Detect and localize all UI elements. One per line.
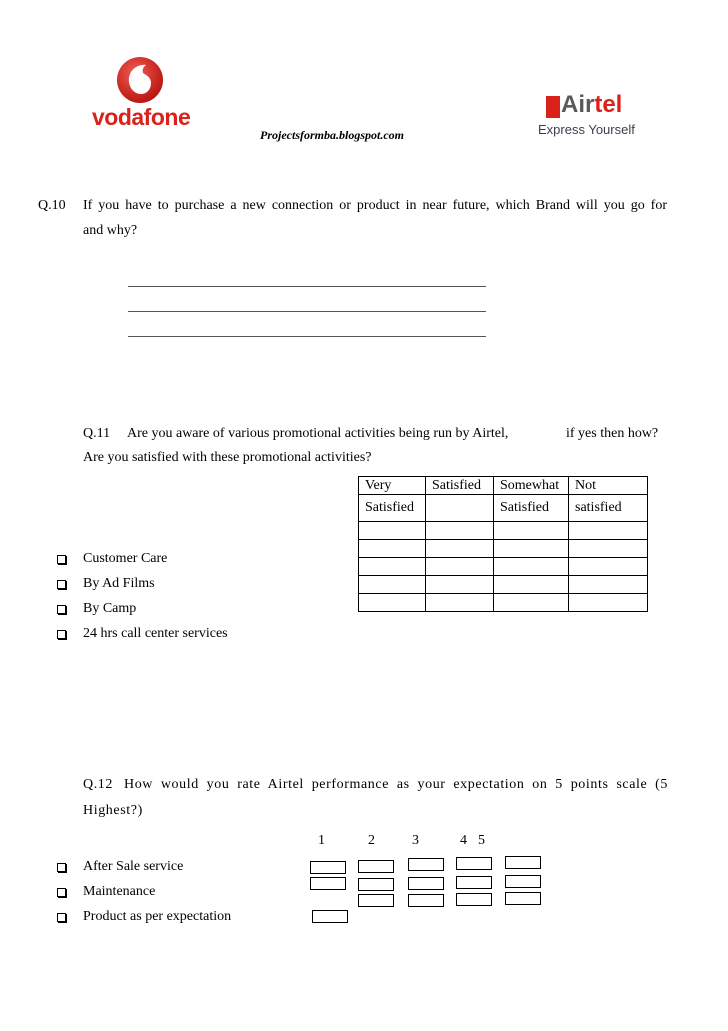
q12-prefix: Q.12 — [83, 777, 114, 792]
rating-box[interactable] — [456, 857, 492, 870]
rating-cell[interactable] — [569, 576, 648, 594]
q10-number: Q.10 — [38, 198, 66, 213]
rating-cell[interactable] — [359, 576, 426, 594]
scale-label: 4 — [460, 833, 467, 848]
rating-box[interactable] — [408, 877, 444, 890]
rating-box[interactable] — [358, 878, 394, 891]
col-very-satisfied — [359, 495, 426, 522]
rating-cell[interactable] — [426, 576, 494, 594]
q11-line-1-tail: if yes then how? — [566, 426, 659, 441]
table-header-row — [359, 477, 648, 495]
rating-cell[interactable] — [359, 522, 426, 540]
rating-cell[interactable] — [359, 558, 426, 576]
table-header-row — [359, 495, 648, 522]
rating-box[interactable] — [505, 875, 541, 888]
rating-cell[interactable] — [426, 540, 494, 558]
airtel-logo-part-1: Air — [561, 91, 595, 118]
rating-cell[interactable] — [569, 558, 648, 576]
col-header-line: Satisfied — [365, 500, 414, 515]
site-header: Projectsformba.blogspot.com — [260, 128, 404, 142]
scale-label: 2 — [368, 833, 375, 848]
list-item: After Sale service — [83, 859, 184, 874]
checkbox-bullet-icon[interactable] — [57, 863, 66, 872]
q12-line-2: Highest?) — [83, 803, 143, 818]
q11-prefix: Q.11 — [83, 426, 111, 441]
col-header-line: Satisfied — [432, 478, 481, 493]
table-row — [359, 522, 648, 540]
rating-cell[interactable] — [494, 558, 569, 576]
q10-line-1: If you have to purchase a new connection or product in near future, which Brand will you go for — [83, 198, 667, 213]
col-header-line: Somewhat — [500, 478, 560, 493]
rating-box[interactable] — [505, 892, 541, 905]
rating-cell[interactable] — [426, 594, 494, 612]
col-header-line: Very — [365, 478, 392, 493]
col-not-satisfied — [569, 477, 648, 495]
col-satisfied — [426, 477, 494, 495]
answer-line[interactable] — [128, 336, 486, 337]
answer-line[interactable] — [128, 286, 486, 287]
col-somewhat-satisfied — [494, 477, 569, 495]
rating-box[interactable] — [358, 860, 394, 873]
rating-box[interactable] — [456, 893, 492, 906]
checkbox-bullet-icon[interactable] — [57, 580, 66, 589]
rating-box[interactable] — [408, 858, 444, 871]
col-very-satisfied — [359, 477, 426, 495]
rating-box[interactable] — [408, 894, 444, 907]
scale-label: 1 — [318, 833, 325, 848]
list-item: Product as per expectation — [83, 909, 232, 924]
q12-line-1: How would you rate Airtel performance as your expectation on 5 points scale (5 — [124, 777, 668, 792]
rating-cell[interactable] — [494, 522, 569, 540]
rating-cell[interactable] — [569, 540, 648, 558]
q11-line-1: Are you aware of various promotional activities being run by Airtel, — [127, 426, 509, 441]
checkbox-bullet-icon[interactable] — [57, 630, 66, 639]
checkbox-bullet-icon[interactable] — [57, 913, 66, 922]
table-row — [359, 594, 648, 612]
rating-box[interactable] — [312, 910, 348, 923]
vodafone-logo-icon — [116, 56, 164, 104]
rating-box[interactable] — [358, 894, 394, 907]
rating-box[interactable] — [505, 856, 541, 869]
list-item: Maintenance — [83, 884, 156, 899]
airtel-logo-icon — [546, 96, 560, 118]
table-row — [359, 540, 648, 558]
satisfaction-table — [358, 476, 648, 612]
list-item: 24 hrs call center services — [83, 626, 228, 641]
rating-cell[interactable] — [359, 594, 426, 612]
list-item: By Ad Films — [83, 576, 155, 591]
rating-cell[interactable] — [426, 522, 494, 540]
rating-cell[interactable] — [359, 540, 426, 558]
scale-label: 3 — [412, 833, 419, 848]
airtel-logo-part-2: tel — [594, 91, 623, 118]
col-header-line: Satisfied — [500, 500, 549, 515]
rating-cell[interactable] — [494, 594, 569, 612]
col-header-line: satisfied — [575, 500, 622, 515]
scale-label: 5 — [478, 833, 485, 848]
col-satisfied — [426, 495, 494, 522]
col-not-satisfied — [569, 495, 648, 522]
checkbox-bullet-icon[interactable] — [57, 888, 66, 897]
checkbox-bullet-icon[interactable] — [57, 555, 66, 564]
q11-line-2: Are you satisfied with these promotional activities? — [83, 450, 372, 465]
rating-box[interactable] — [310, 877, 346, 890]
rating-cell[interactable] — [494, 576, 569, 594]
answer-line[interactable] — [128, 311, 486, 312]
rating-box[interactable] — [310, 861, 346, 874]
col-header-line: Not — [575, 478, 596, 493]
airtel-tagline: Express Yourself — [538, 122, 635, 137]
airtel-logo-text — [561, 92, 622, 118]
list-item: By Camp — [83, 601, 137, 616]
table-row — [359, 558, 648, 576]
col-somewhat-satisfied — [494, 495, 569, 522]
rating-cell[interactable] — [494, 540, 569, 558]
list-item: Customer Care — [83, 551, 168, 566]
vodafone-logo-text: vodafone — [92, 104, 191, 130]
q10-line-2: and why? — [83, 223, 138, 238]
table-row — [359, 576, 648, 594]
rating-cell[interactable] — [569, 594, 648, 612]
rating-cell[interactable] — [426, 558, 494, 576]
rating-cell[interactable] — [569, 522, 648, 540]
rating-box[interactable] — [456, 876, 492, 889]
checkbox-bullet-icon[interactable] — [57, 605, 66, 614]
